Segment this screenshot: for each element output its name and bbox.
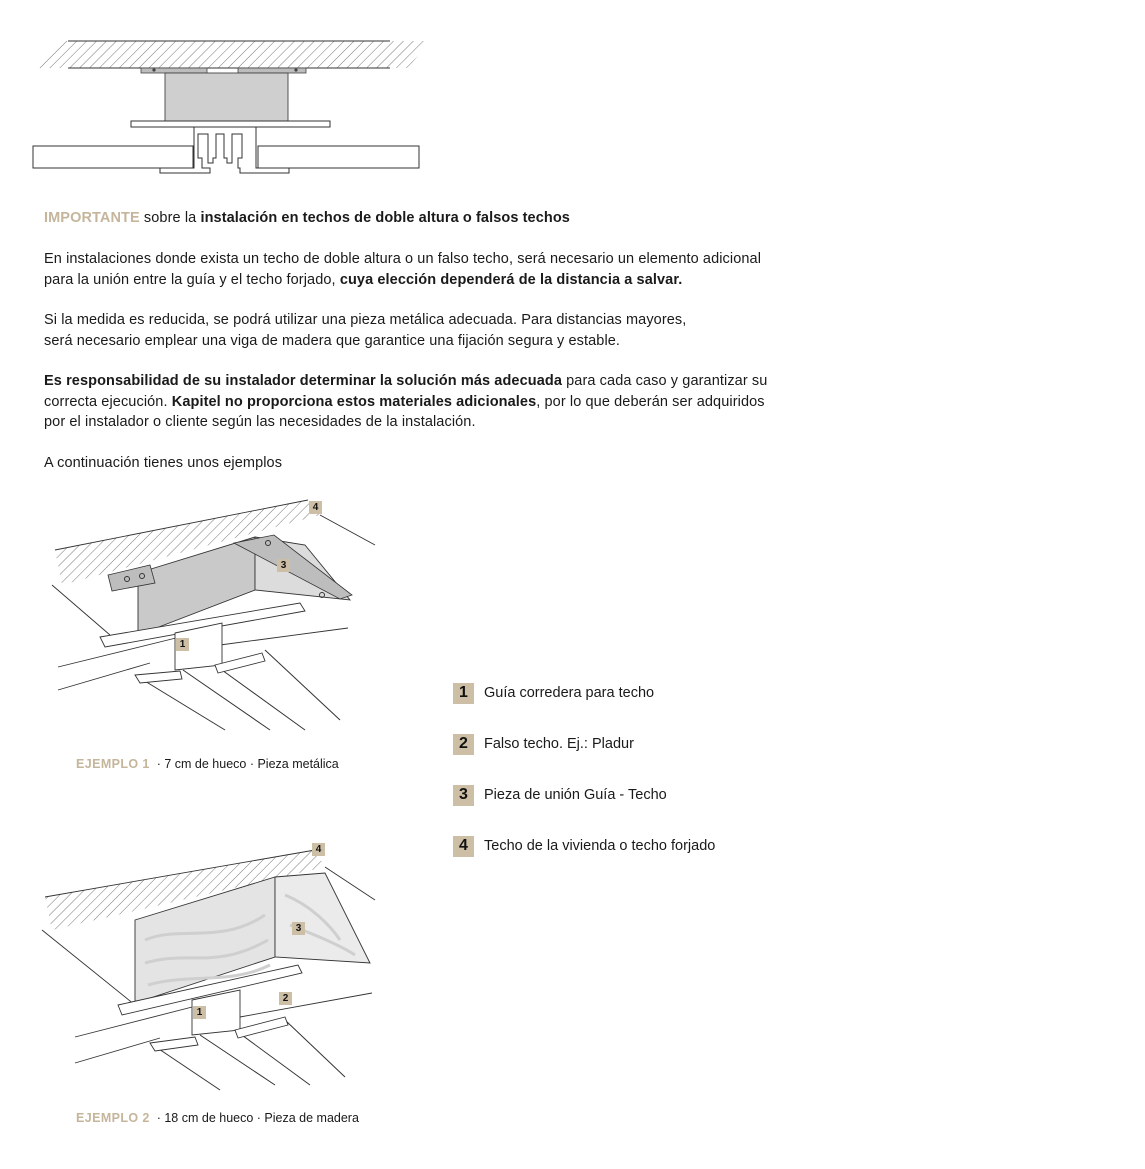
legend-item-4 [453,835,715,857]
legend-label-2: Falso techo. Ej.: Pladur [484,736,634,752]
example-2-tag-4: 4 [312,843,325,856]
legend-badge-4: 4 [453,836,474,857]
example-1-tag-4: 4 [309,501,322,514]
example-2-illustration [40,845,380,1085]
legend-item-1 [453,682,654,704]
example-2-caption: EJEMPLO 2 · 18 cm de hueco · Pieza de madera [76,1111,359,1125]
legend-label-4: Techo de la vivienda o techo forjado [484,838,716,854]
example-2-tag-3: 3 [292,922,305,935]
legend-badge-2: 2 [453,734,474,755]
important-heading: IMPORTANTE sobre la instalación en techos de doble altura o falsos techos [44,210,570,226]
example-2-tag-1: 1 [193,1006,206,1019]
legend-item-2 [453,733,634,755]
example-1-caption: EJEMPLO 1 · 7 cm de hueco · Pieza metálica [76,757,339,771]
legend-label-1: Guía corredera para techo [484,685,655,701]
example-1-tag-1: 1 [176,638,189,651]
cross-section-diagram [30,38,450,218]
example-1-tag-3: 3 [277,559,290,572]
paragraph-3: Es responsabilidad de su instalador determinar la solución más adecuada para cada caso y garantizar su correcta ejecución. Kapitel no proporciona estos materiales adicionales, por lo que deberán ser adquiridos por el instalador o cliente según las necesidades de la instalación. [44,373,768,430]
legend-badge-1: 1 [453,683,474,704]
paragraph-4: A continuación tienes unos ejemplos [44,455,283,471]
legend-label-3: Pieza de unión Guía - Techo [484,787,667,803]
paragraph-1: En instalaciones donde exista un techo de doble altura o un falso techo, será necesario un elemento adicional para la unión entre la guía y el techo forjado, cuya elección dependerá de la distancia a salvar. [44,251,762,288]
paragraph-2: Si la medida es reducida, se podrá utilizar una pieza metálica adecuada. Para distancias mayores, será necesario emplear una viga de madera que garantice una fijación segura y estable. [44,312,687,349]
example-2-tag-2: 2 [279,992,292,1005]
example-1-illustration [50,495,390,725]
legend-badge-3: 3 [453,785,474,806]
legend-item-3 [453,784,667,806]
